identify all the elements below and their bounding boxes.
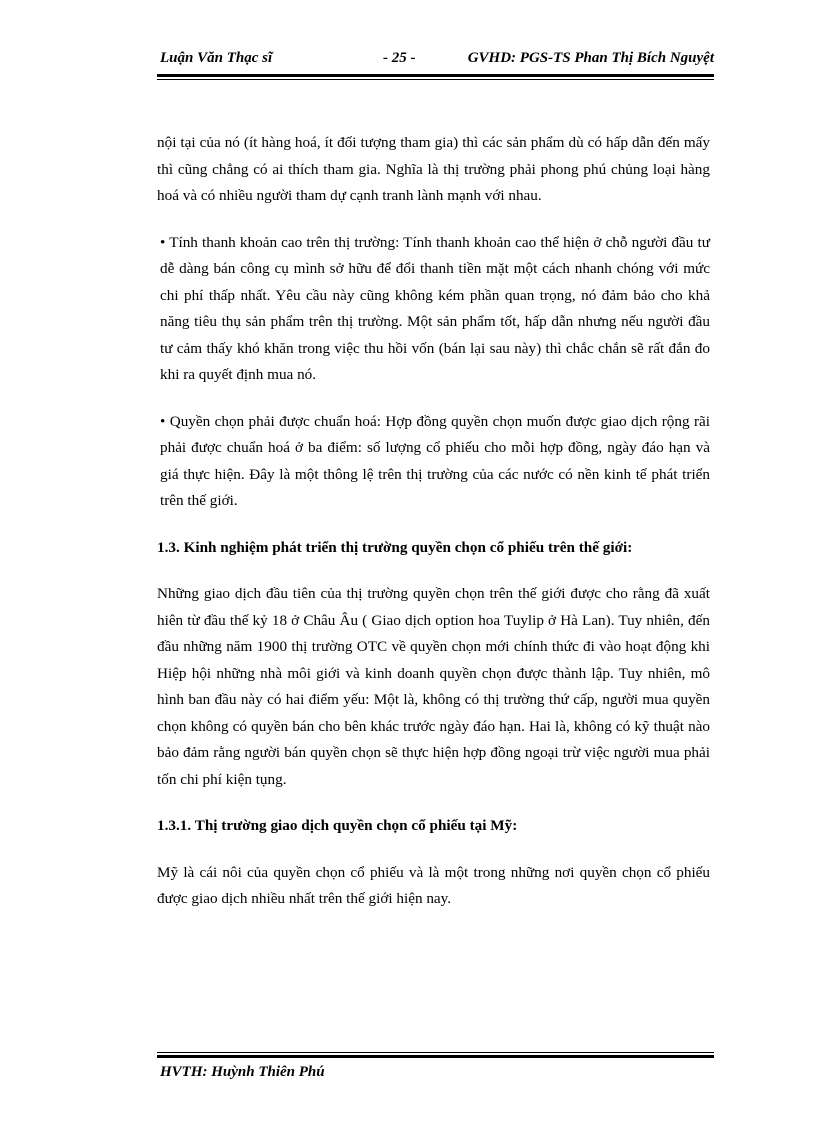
paragraph-history: Những giao dịch đầu tiên của thị trường quyền chọn trên thế giới được cho rằng đã xuất hiên từ đầu thế kỷ 18 ở Châu Âu ( Giao dịch option hoa Tuylip ở Hà Lan). Tuy nhiên, đến đầu những năm 1900 thị trường OTC về quyền chọn mới chính thức đi vào hoạt động khi Hiệp hội những nhà môi giới và kinh doanh quyền chọn được thành lập. Tuy nhiên, mô hình ban đầu này có hai điểm yếu: Một là, không có thị trường thứ cấp, người mua quyền chọn không có quyền bán cho bên khác trước ngày đáo hạn. Hai là, không có kỹ thuật nào bảo đảm rằng người bán quyền chọn sẽ thực hiện hợp đồng ngoại trừ việc người mua phải tốn chi phí kiện tụng. (157, 585, 710, 788)
page-header (157, 50, 714, 72)
page-footer-author: HVTH: Huỳnh Thiên Phú (160, 1064, 325, 1080)
section-heading-1-3: 1.3. Kinh nghiệm phát triển thị trường quyền chọn cổ phiếu trên thế giới: (157, 538, 633, 556)
bullet-liquidity: • Tính thanh khoản cao trên thị trường: Tính thanh khoản cao thể hiện ở chỗ người đầu tư dễ dàng bán công cụ mình sở hữu để đổi thanh tiền mặt một cách nhanh chóng với mức chi phí thấp nhất. Yêu cầu này cũng không kém phần quan trọng, nó đảm bảo cho khả năng tiêu thụ sản phẩm trên thị trường. Một sản phẩm tốt, hấp dẫn nhưng nếu người đầu tư cảm thấy khó khăn trong việc thu hồi vốn (bán lại sau này) thì chắc chắn sẽ rất đắn đo khi ra quyết định mua nó. (160, 233, 710, 383)
paragraph-usa: Mỹ là cái nôi của quyền chọn cổ phiếu và là một trong những nơi quyền chọn cổ phiếu được giao dịch nhiều nhất trên thế giới hiện nay. (157, 863, 710, 907)
paragraph-continuation: nội tại của nó (ít hàng hoá, ít đối tượng tham gia) thì các sản phẩm dù có hấp dẫn đến mấy thì cũng chẳng có ai thích tham gia. Nghĩa là thị trường phải phong phú chủng loại hàng hoá và có nhiều người tham dự cạnh tranh lành mạnh với nhau. (157, 134, 710, 204)
header-divider (157, 74, 714, 80)
bullet-standardization: • Quyền chọn phải được chuẩn hoá: Hợp đồng quyền chọn muốn được giao dịch rộng rãi phải được chuẩn hoá ở ba điểm: số lượng cổ phiếu cho mỗi hợp đồng, ngày đáo hạn và giá thực hiện. Đây là một thông lệ trên thị trường của các nước có nền kinh tế phát triển trên thế giới. (160, 412, 710, 509)
header-thesis-title: Luận Văn Thạc sĩ (160, 50, 273, 66)
page-number: - 25 - (383, 50, 416, 66)
section-heading-1-3-1: 1.3.1. Thị trường giao dịch quyền chọn cổ phiếu tại Mỹ: (157, 817, 518, 834)
header-advisor: GVHD: PGS-TS Phan Thị Bích Nguyệt (467, 50, 714, 66)
page-body (157, 130, 710, 933)
footer-divider (157, 1052, 714, 1058)
